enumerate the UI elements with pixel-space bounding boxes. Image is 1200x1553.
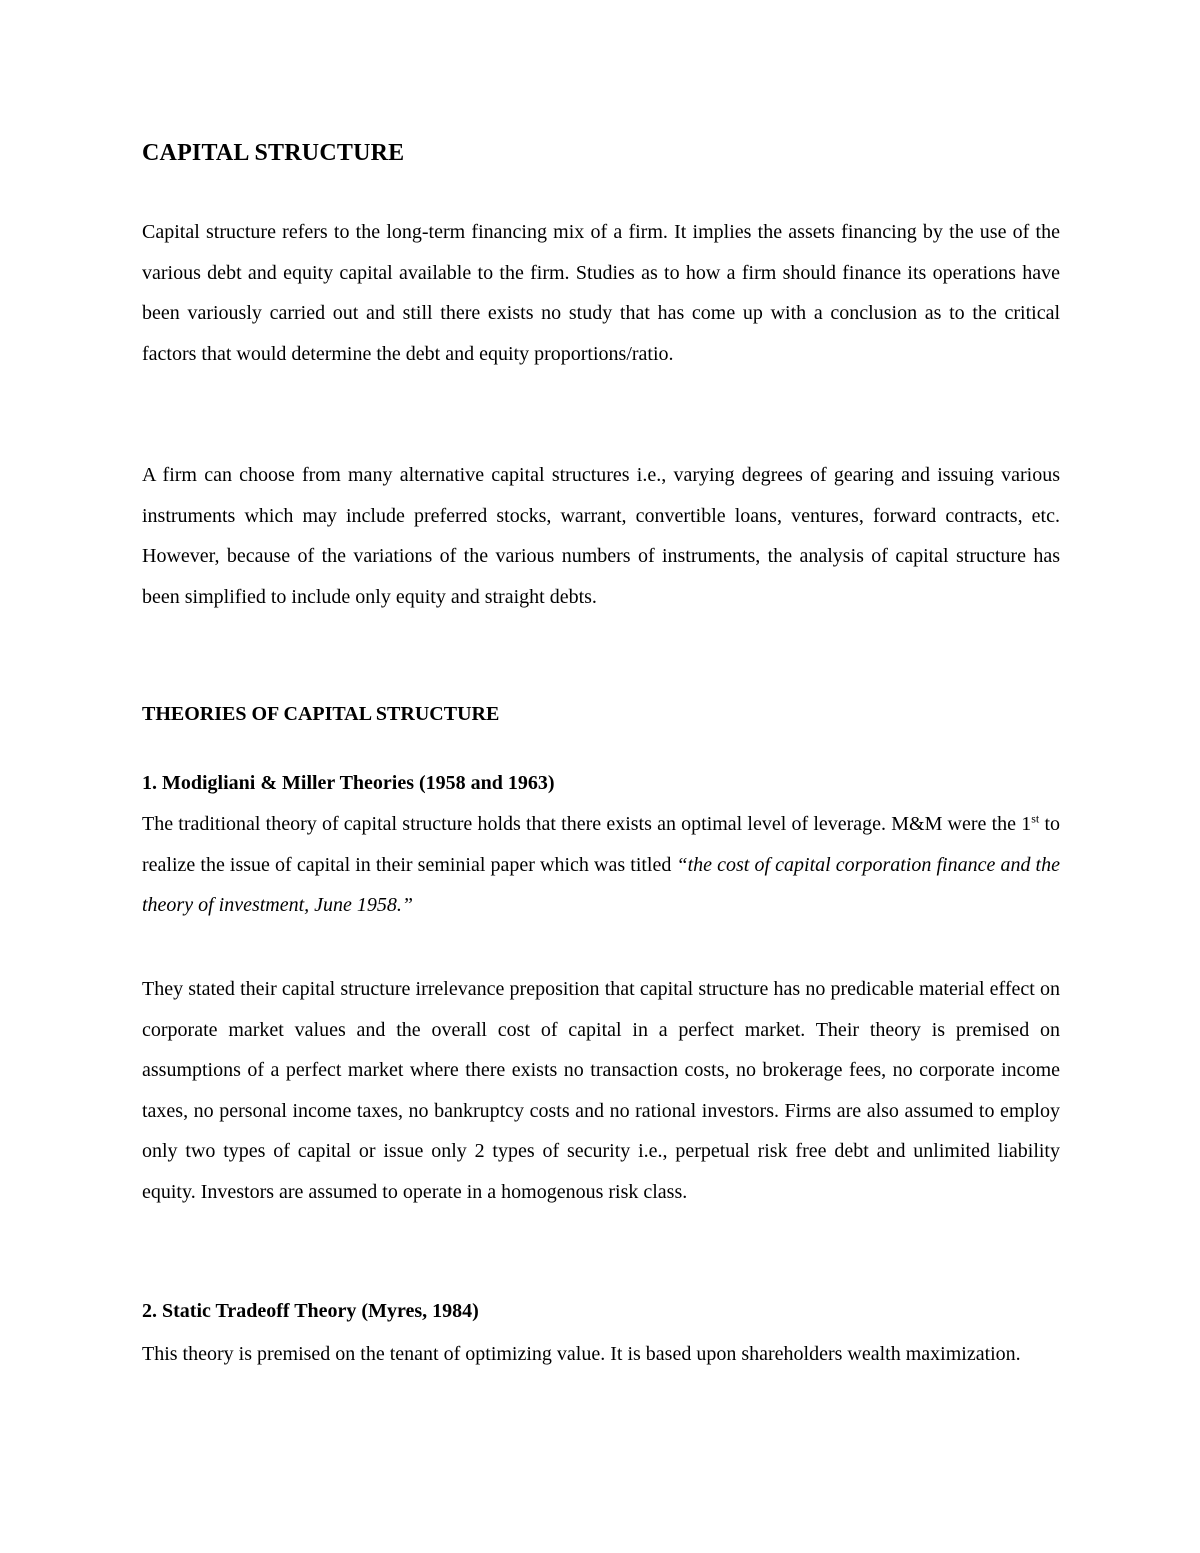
- mm-paragraph-1: [142, 804, 1060, 926]
- static-tradeoff-heading: 2. Static Tradeoff Theory (Myres, 1984): [142, 1300, 479, 1322]
- intro-paragraph-1: Capital structure refers to the long-term financing mix of a firm. It implies the assets financing by the use of the various debt and equity capital available to the firm. Studies as to how a firm should finance its operations have been variously carried out and still there exists no study that has come up with a conclusion as to the critical factors that would determine the debt and equity proportions/ratio.: [142, 221, 1060, 365]
- mm-theory-heading: 1. Modigliani & Miller Theories (1958 and 1963): [142, 772, 555, 794]
- theories-heading: THEORIES OF CAPITAL STRUCTURE: [142, 703, 500, 725]
- intro-paragraph-2: A firm can choose from many alternative capital structures i.e., varying degrees of gearing and issuing various instruments which may include preferred stocks, warrant, convertible loans, ventures, forward contracts, etc. However, because of the variations of the various numbers of instruments, the analysis of capital structure has been simplified to include only equity and straight debts.: [142, 464, 1060, 608]
- static-tradeoff-paragraph: This theory is premised on the tenant of optimizing value. It is based upon shareholders wealth maximization.: [142, 1343, 1021, 1365]
- mm-ordinal-suffix: st: [1031, 811, 1040, 826]
- mm-paragraph-1-lead: The traditional theory of capital structure holds that there exists an optimal level of leverage. M&M were the 1: [142, 813, 1032, 835]
- mm-paragraph-1-mid: to realize the issue of capital in their seminial paper which was titled: [142, 813, 1060, 876]
- mm-paragraph-2: They stated their capital structure irrelevance preposition that capital structure has no predicable material effect on corporate market values and the overall cost of capital in a perfect market. Their theory is premised on assumptions of a perfect market where there exists no transaction costs, no brokerage fees, no corporate income taxes, no personal income taxes, no bankruptcy costs and no rational investors. Firms are also assumed to employ only two types of capital or issue only 2 types of security i.e., perpetual risk free debt and unlimited liability equity. Investors are assumed to operate in a homogenous risk class.: [142, 978, 1060, 1203]
- mm-paper-title: “the cost of capital corporation finance and the theory of investment, June 1958.”: [142, 853, 1060, 916]
- document-title: CAPITAL STRUCTURE: [142, 140, 405, 166]
